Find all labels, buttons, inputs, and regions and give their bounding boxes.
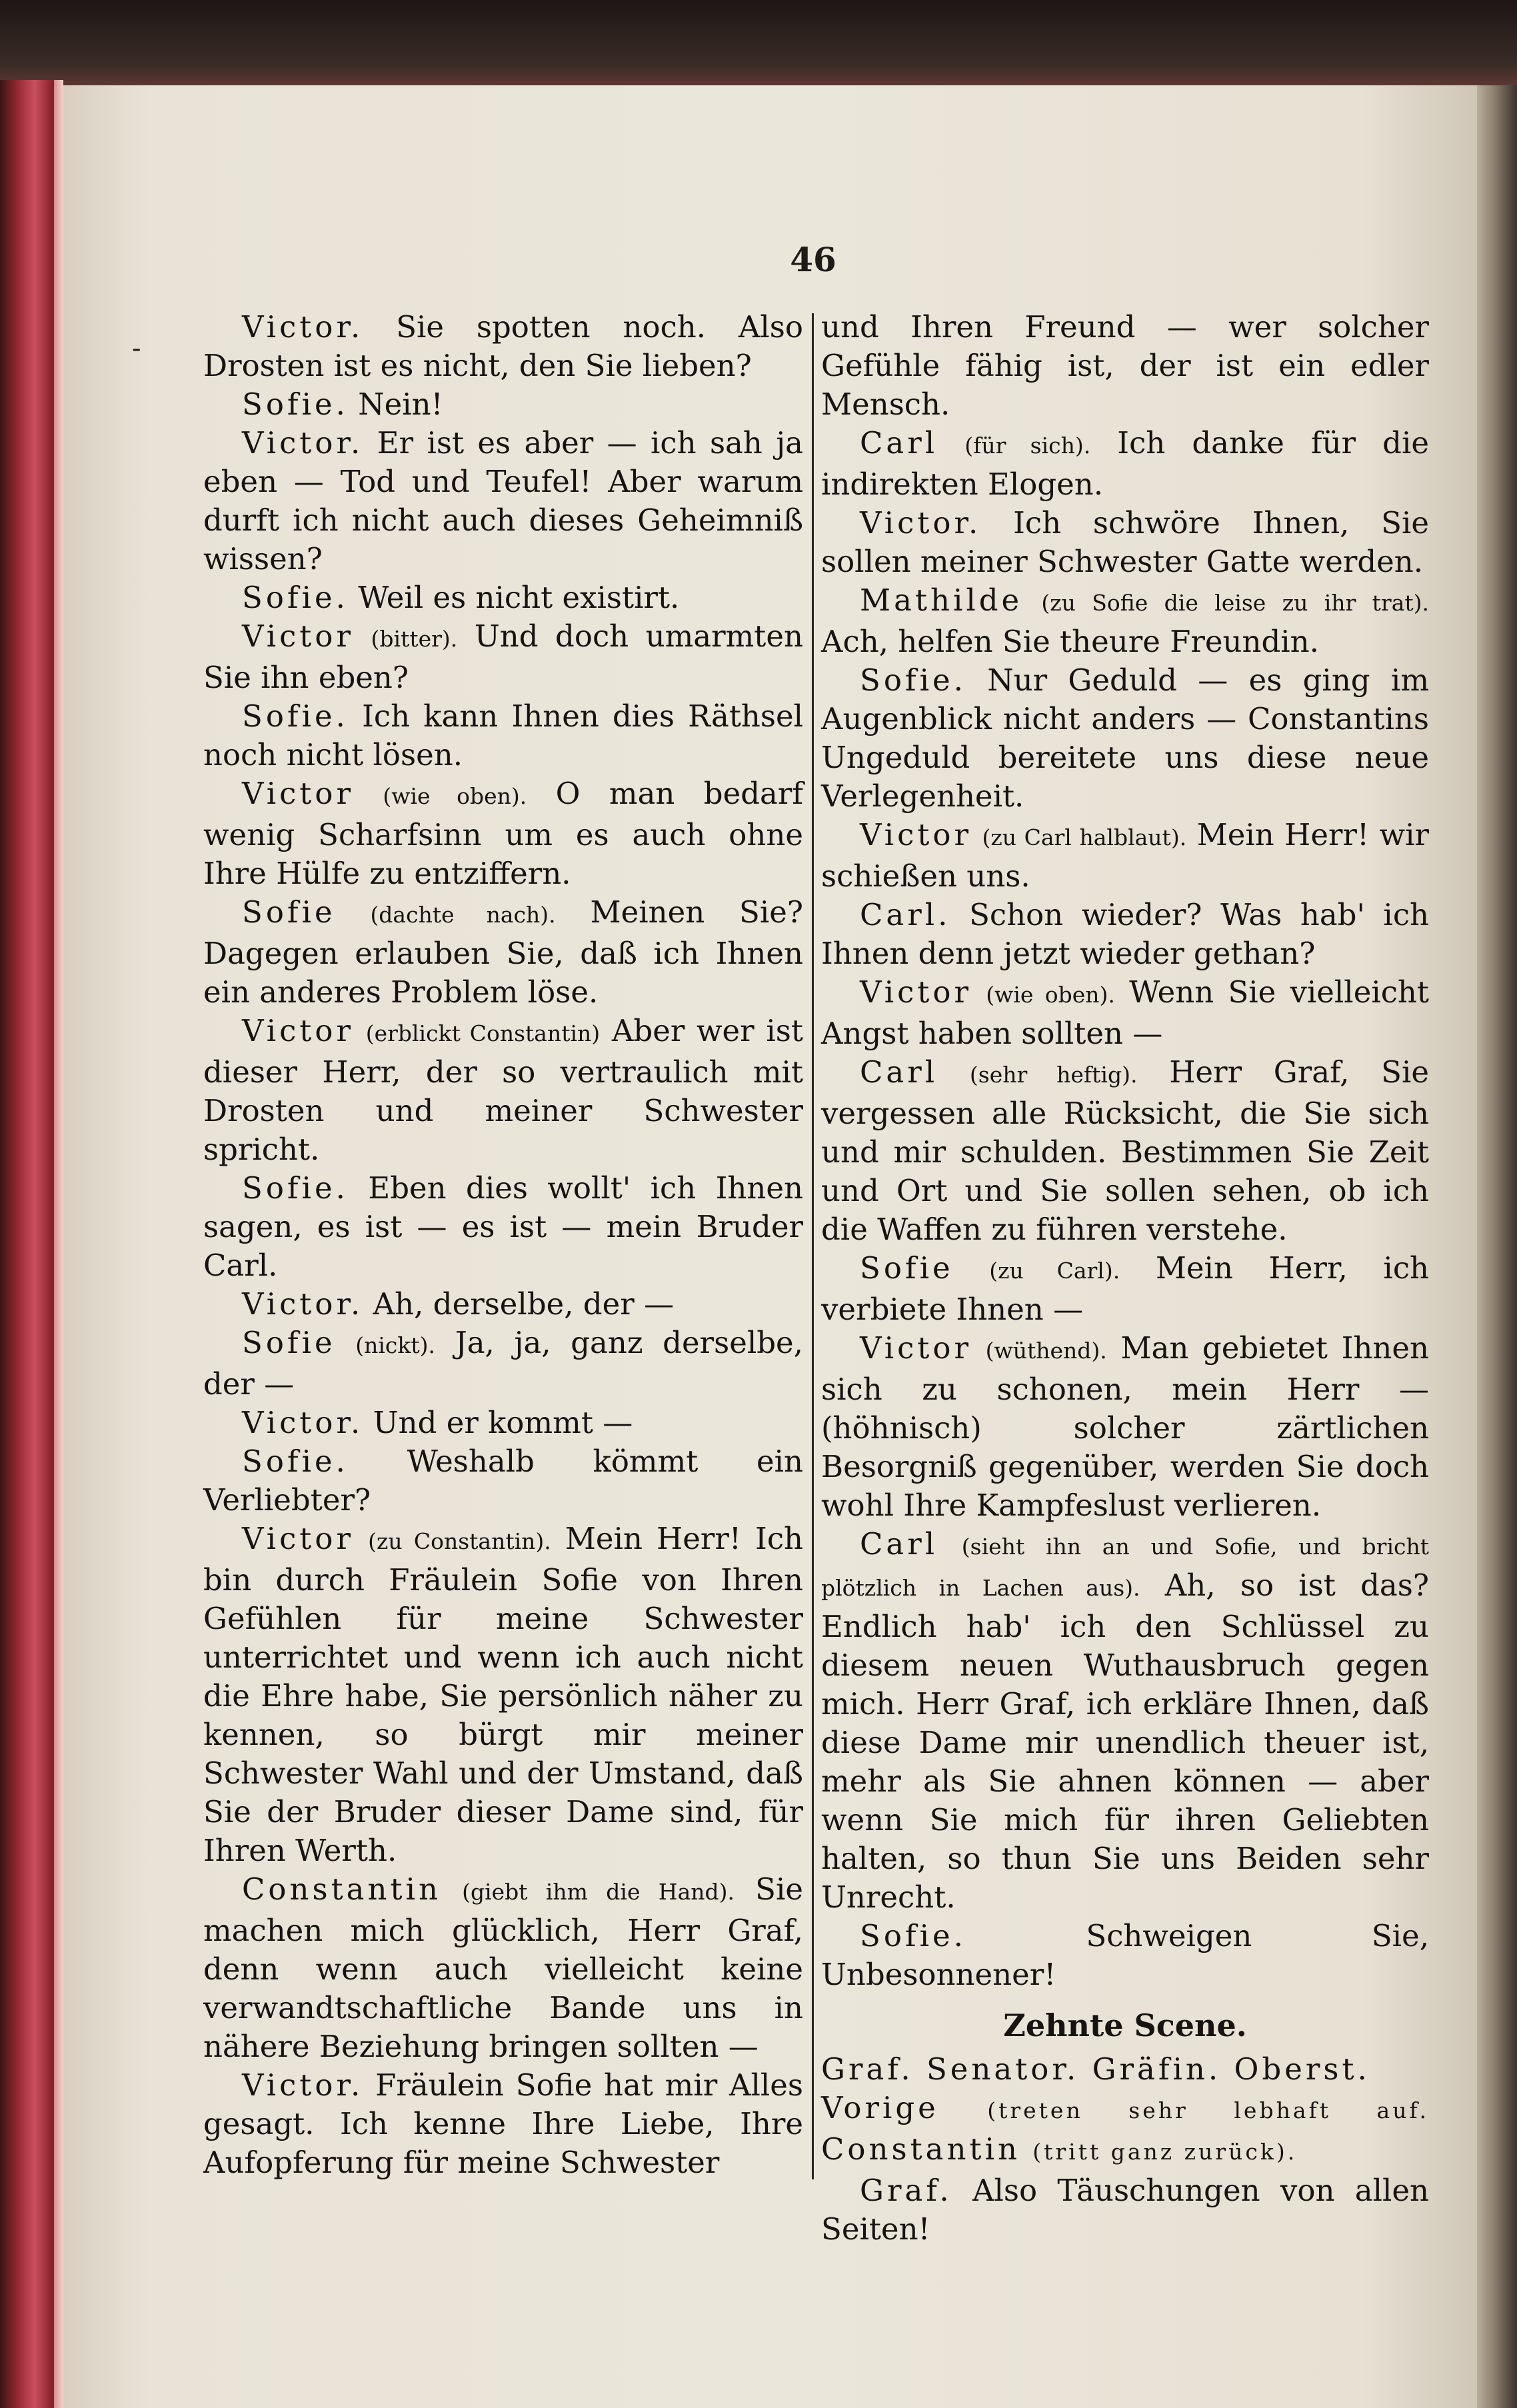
dialogue-paragraph xyxy=(203,579,803,617)
right-dialogue xyxy=(821,308,1429,1994)
speaker-name: Sofie. xyxy=(242,1170,349,1206)
speaker-name: Carl xyxy=(860,425,938,461)
speech-text: Ja, ja, ganz derselbe, der — xyxy=(203,1325,803,1402)
right-page-edge xyxy=(1477,85,1517,2408)
speaker-name: Victor. xyxy=(242,1405,364,1440)
speech-text: Schon wieder? Was hab' ich Ihnen denn jetzt wieder gethan? xyxy=(821,897,1429,971)
stage-direction: (zu Sofie die leise zu ihr trat). xyxy=(1041,590,1429,616)
dialogue-paragraph xyxy=(203,308,803,385)
dialogue-paragraph xyxy=(821,816,1429,896)
speech-text: Und doch umarmten Sie ihn eben? xyxy=(203,618,804,695)
dialogue-paragraph xyxy=(821,581,1429,661)
dialogue-paragraph xyxy=(203,697,803,774)
dialogue-paragraph xyxy=(821,1249,1429,1329)
stage-direction: (wie oben). xyxy=(383,783,527,809)
red-book-edge xyxy=(0,80,63,2408)
dialogue-paragraph xyxy=(821,504,1429,581)
stage-direction: (wie oben). xyxy=(986,982,1115,1008)
speaker-name: Graf. xyxy=(860,2173,952,2208)
speech-text: Mein Herr! wir schießen uns. xyxy=(821,817,1430,894)
stage-direction: (wüthend). xyxy=(985,1338,1107,1364)
scene-title: Zehnte Scene. xyxy=(1003,2007,1247,2043)
speech-text: Schweigen Sie, Unbesonnener! xyxy=(821,1918,1429,1992)
stage-direction: (bitter). xyxy=(371,626,458,652)
speaker-name: Sofie xyxy=(242,894,336,930)
speech-text: Weil es nicht existirt. xyxy=(358,580,680,615)
dialogue-paragraph xyxy=(821,308,1429,424)
right-text-column xyxy=(821,308,1429,2249)
speech-text: Eben dies wollt' ich Ihnen sagen, es ist — es ist — mein Bruder Carl. xyxy=(203,1170,804,1283)
stage-direction: (dachte nach). xyxy=(370,902,556,928)
speaker-name: Sofie. xyxy=(860,662,966,698)
cast-stage-direction: (treten sehr lebhaft auf. xyxy=(987,2097,1429,2123)
speaker-name: Sofie xyxy=(860,1250,954,1286)
speech-text: und Ihren Freund — wer solcher Gefühle fähig ist, der ist ein edler Mensch. xyxy=(821,309,1429,422)
speech-text: Sie machen mich glücklich, Herr Graf, denn wenn auch vielleicht keine verwandtschaftliche Bande uns in nähere Beziehung bringen sollten — xyxy=(203,1871,803,2064)
speaker-name: Sofie. xyxy=(860,1918,966,1953)
speech-text: Wenn Sie vielleicht Angst haben sollten — xyxy=(821,974,1429,1051)
dialogue-paragraph xyxy=(821,1053,1429,1249)
speaker-name: Sofie. xyxy=(242,1444,349,1479)
speaker-name: Victor. xyxy=(242,2067,364,2103)
speech-text: Fräulein Sofie hat mir Alles gesagt. Ich kenne Ihre Liebe, Ihre Aufopferung für meine Schwester xyxy=(203,2067,803,2180)
speech-text: Nur Geduld — es ging im Augenblick nicht anders — Constantins Ungeduld bereitete uns diese neue Verlegenheit. xyxy=(821,662,1429,814)
speaker-name: Victor xyxy=(242,618,354,654)
speaker-name: Sofie. xyxy=(242,387,349,422)
dialogue-paragraph xyxy=(203,1442,803,1520)
speaker-name: Victor xyxy=(242,776,354,811)
dialogue-paragraph xyxy=(821,1525,1429,1917)
dialogue-paragraph xyxy=(203,1324,803,1404)
stage-direction: (zu Constantin). xyxy=(368,1528,551,1554)
stage-direction: (für sich). xyxy=(964,433,1091,459)
scene-cast-line-2 xyxy=(821,2089,1429,2171)
speech-text: Mein Herr! Ich bin durch Fräulein Sofie von Ihren Gefühlen für meine Schwester unterrichtet und wenn ich auch nicht die Ehre habe, Sie persönlich näher zu kennen, so bürgt mir meiner Schwester Wahl und der Umstand, daß Sie der Bruder dieser Dame sind, für Ihren Werth. xyxy=(203,1521,804,1868)
speaker-name: Constantin xyxy=(242,1871,441,1907)
stage-direction: (sehr heftig). xyxy=(969,1062,1138,1088)
dialogue-paragraph xyxy=(203,1870,803,2066)
speaker-name: Sofie. xyxy=(242,580,349,615)
dialogue-paragraph xyxy=(821,973,1429,1053)
speech-text: Herr Graf, Sie vergessen alle Rücksicht, die Sie sich und mir schulden. Bestimmen Sie Zeit und Ort und Sie sollen sehen, ob ich die Waffen zu führen verstehe. xyxy=(821,1054,1429,1247)
left-text-column xyxy=(203,308,803,2182)
speaker-name: Carl xyxy=(860,1054,938,1090)
dialogue-paragraph xyxy=(203,617,803,697)
dialogue-paragraph xyxy=(821,424,1429,504)
dialogue-paragraph xyxy=(203,1012,803,1169)
speech-text: Meinen Sie? Dagegen erlauben Sie, daß ich Ihnen ein anderes Problem löse. xyxy=(203,894,803,1010)
dialogue-paragraph xyxy=(203,1285,803,1324)
dialogue-paragraph xyxy=(203,1520,803,1870)
dialogue-paragraph xyxy=(821,1917,1429,1994)
dialogue-paragraph xyxy=(203,2066,803,2182)
speaker-name: Mathilde xyxy=(860,583,1023,618)
scene-cast-line xyxy=(821,2050,1429,2089)
speaker-name: Victor xyxy=(242,1521,354,1556)
speech-text: Ich kann Ihnen dies Räthsel noch nicht lösen. xyxy=(203,698,804,772)
speaker-name: Carl. xyxy=(860,897,951,932)
speech-text: Sie spotten noch. Also Drosten ist es nicht, den Sie lieben? xyxy=(203,309,803,383)
cast-constantin: Constantin xyxy=(821,2131,1020,2167)
dialogue-paragraph xyxy=(203,893,803,1012)
dialogue-paragraph xyxy=(203,1404,803,1442)
speaker-name: Sofie. xyxy=(242,698,349,734)
page-number: 46 xyxy=(790,240,836,279)
speech-text: Weshalb kömmt ein Verliebter? xyxy=(203,1444,804,1518)
dialogue-paragraph xyxy=(203,424,803,579)
dialogue-paragraph xyxy=(203,1169,803,1285)
speech-text: Also Täuschungen von allen Seiten! xyxy=(821,2173,1429,2247)
final-speech xyxy=(821,2171,1429,2249)
speech-text: O man bedarf wenig Scharfsinn um es auch ohne Ihre Hülfe zu entziffern. xyxy=(203,776,803,891)
speech-text: Ich danke für die indirekten Elogen. xyxy=(821,425,1429,502)
speaker-name: Victor xyxy=(242,1013,354,1048)
cast-names: Graf. Senator. Gräfin. Oberst. xyxy=(821,2051,1370,2087)
stage-direction: (zu Carl halblaut). xyxy=(982,824,1187,850)
stage-direction: (giebt ihm die Hand). xyxy=(462,1879,735,1905)
speaker-name: Victor. xyxy=(242,425,364,461)
speech-text: Er ist es aber — ich sah ja eben — Tod und Teufel! Aber warum durft ich nicht auch dieses Geheimniß wissen? xyxy=(203,425,803,577)
speaker-name: Victor. xyxy=(860,505,982,541)
speaker-name: Victor xyxy=(860,817,972,852)
speech-text: Ah, so ist das? Endlich hab' ich den Schlüssel zu diesem neuen Wuthausbruch gegen mich. Herr Graf, ich erkläre Ihnen, daß diese Dame mir unendlich theuer ist, mehr als Sie ahnen können — aber wenn Sie mich für ihren Geliebten halten, so thun Sie uns Beiden sehr Unrecht. xyxy=(821,1568,1429,1915)
stage-direction: (sieht ihn an und Sofie, und bricht plötzlich in Lachen aus). xyxy=(821,1534,1429,1601)
speech-text: Mein Herr, ich verbiete Ihnen — xyxy=(821,1250,1430,1327)
speech-text: Und er kommt — xyxy=(373,1405,633,1440)
dialogue-paragraph xyxy=(203,774,803,893)
speech-text: Ich schwöre Ihnen, Sie sollen meiner Schwester Gatte werden. xyxy=(821,505,1429,579)
speaker-name: Victor xyxy=(860,974,972,1010)
stage-direction: (nickt). xyxy=(355,1332,436,1358)
book-cover-top-edge xyxy=(0,0,1517,93)
speech-text: Man gebietet Ihnen sich zu schonen, mein Herr — (höhnisch) solcher zärtlichen Besorgniß gegenüber, werden Sie doch wohl Ihre Kampfeslust verlieren. xyxy=(821,1330,1429,1523)
speech-text: Aber wer ist dieser Herr, der so vertraulich mit Drosten und meiner Schwester spricht. xyxy=(203,1013,803,1167)
speech-text: Ach, helfen Sie theure Freundin. xyxy=(821,624,1319,659)
speaker-name: Carl xyxy=(860,1526,938,1562)
speaker-name: Victor. xyxy=(242,1286,364,1322)
dialogue-paragraph xyxy=(203,385,803,424)
margin-mark: - xyxy=(132,333,141,364)
dialogue-paragraph xyxy=(821,1329,1429,1525)
speaker-name: Victor. xyxy=(242,309,364,345)
speaker-name: Sofie xyxy=(242,1325,336,1360)
cast-vorige: Vorige xyxy=(821,2090,939,2125)
speech-text: Nein! xyxy=(358,387,443,422)
column-divider xyxy=(812,313,814,2179)
stage-direction: (zu Carl). xyxy=(989,1258,1120,1284)
stage-direction: (erblickt Constantin) xyxy=(365,1020,601,1046)
speech-text: Ah, derselbe, der — xyxy=(373,1286,675,1322)
dialogue-paragraph xyxy=(821,661,1429,816)
cast-stage-direction-2: (tritt ganz zurück). xyxy=(1032,2139,1298,2165)
dialogue-paragraph xyxy=(821,896,1429,973)
speaker-name: Victor xyxy=(860,1330,972,1366)
